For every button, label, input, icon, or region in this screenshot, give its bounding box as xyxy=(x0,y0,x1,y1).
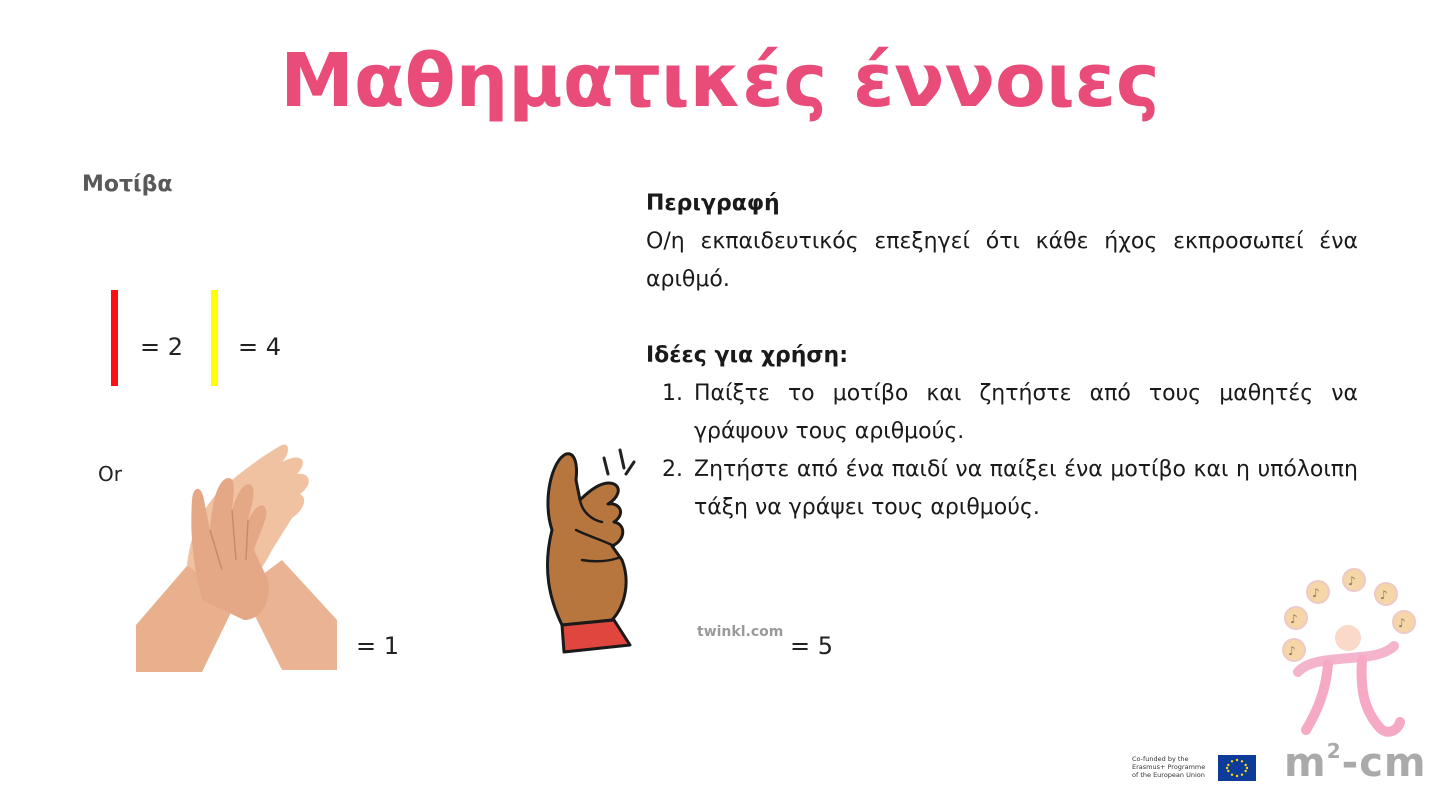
or-label: Or xyxy=(98,462,122,486)
snap-value: = 5 xyxy=(790,632,834,660)
ideas-list xyxy=(646,375,1358,527)
list-item: 1. Παίξτε το μοτίβο και ζητήστε από τους μαθητές να γράψουν τους αριθμούς. xyxy=(690,375,1358,451)
svg-text:♪: ♪ xyxy=(1380,588,1388,602)
red-bar xyxy=(111,290,118,386)
svg-text:♪: ♪ xyxy=(1312,586,1320,600)
description-text: Ο/η εκπαιδευτικός επεξηγεί ότι κάθε ήχος εκπροσωπεί ένα αριθμό. xyxy=(646,229,1358,292)
list-item: 2. Ζητήστε από ένα παιδί να παίξει ένα μοτίβο και η υπόλοιπη τάξη να γράψει τους αριθμούς. xyxy=(690,451,1358,527)
slide-title: Μαθηματικές έννοιες xyxy=(280,38,1160,124)
svg-text:♪: ♪ xyxy=(1290,612,1298,626)
slide-subtitle: Μοτίβα xyxy=(82,172,173,197)
eu-cofunding-text: Co-funded by the Erasmus+ Programme of the European Union xyxy=(1132,755,1206,779)
clapping-hands-icon xyxy=(132,440,347,672)
svg-text:♪: ♪ xyxy=(1348,574,1356,588)
twinkl-watermark: twinkl.com xyxy=(697,624,784,640)
yellow-bar xyxy=(211,290,218,386)
clap-value: = 1 xyxy=(356,632,400,660)
eu-flag-icon xyxy=(1218,755,1256,781)
m2cm-logo-icon xyxy=(1270,560,1420,760)
yellow-bar-value: = 4 xyxy=(238,333,282,361)
svg-text:♪: ♪ xyxy=(1398,616,1406,630)
brand-wordmark: $m^2-cm$ xyxy=(1284,738,1427,786)
svg-text:♪: ♪ xyxy=(1288,644,1296,658)
description-heading: Περιγραφή xyxy=(646,191,780,216)
ideas-heading: Ιδέες για χρήση: xyxy=(646,343,849,368)
red-bar-value: = 2 xyxy=(140,333,184,361)
description-block xyxy=(646,185,1358,527)
